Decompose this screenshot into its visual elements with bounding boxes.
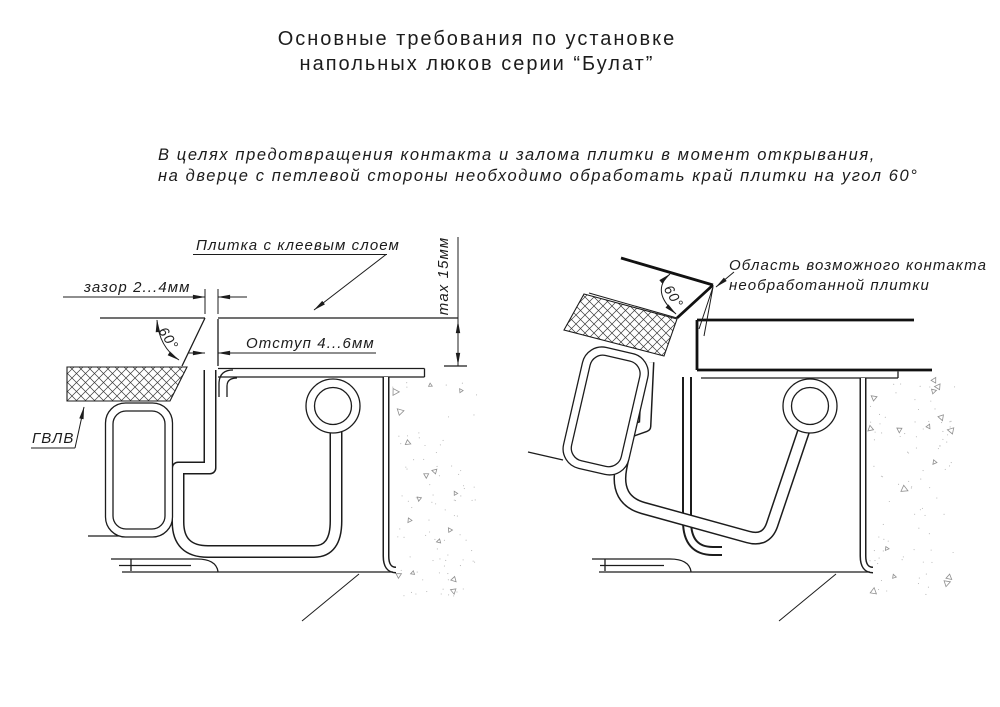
gvl-board-hatch-tilted	[564, 294, 677, 356]
door-pan-line-right	[528, 452, 563, 460]
concrete-hatch-left	[391, 382, 477, 596]
contact-label-line2: необработанной плитки	[729, 277, 930, 294]
sheet-header	[158, 28, 919, 185]
contact-leader	[716, 257, 987, 294]
bevel-angle-label-right: 60°	[660, 282, 687, 311]
frame-wall-right	[863, 378, 873, 570]
door-stiffener-tube	[106, 403, 173, 537]
offset-dimension	[188, 335, 376, 353]
bevel-angle-callout	[156, 320, 183, 360]
break-line-right	[779, 574, 836, 621]
gap-dimension	[63, 279, 247, 314]
gvl-board-hatch	[67, 367, 187, 401]
bevel-angle-label: 60°	[155, 323, 183, 353]
bevel-angle-callout-right	[661, 274, 687, 314]
note-line2: на дверце с петлевой стороны необходимо обработать край плитки на угол 60°	[158, 167, 919, 185]
concrete-hatch-right	[867, 377, 955, 595]
door-bottom	[111, 559, 218, 572]
tile-label: Плитка с клеевым слоем	[196, 237, 400, 254]
door-stiffener-tube-tilted	[559, 343, 652, 479]
offset-label: Отступ 4...6мм	[246, 335, 375, 352]
gap-label: зазор 2...4мм	[84, 279, 191, 296]
page-title-line1: Основные требования по установке	[277, 28, 677, 50]
note-line1: В целях предотвращения контакта и залома плитки в момент открывания,	[158, 146, 876, 164]
hinge-pivot	[306, 379, 360, 433]
max-height-label: max 15мм	[435, 236, 452, 316]
frame-wall	[386, 377, 396, 570]
hinge-arm-open	[620, 362, 804, 538]
tile-leader	[193, 237, 400, 310]
contact-label-line1: Область возможного контакта	[729, 257, 988, 274]
gvl-leader	[31, 407, 84, 448]
break-line	[302, 574, 359, 621]
closed-hatch-view	[31, 237, 477, 621]
door-bottom-right	[592, 559, 691, 572]
open-hatch-view	[528, 257, 987, 621]
max-height-dimension	[435, 237, 458, 366]
gvl-label: ГВЛВ	[32, 430, 75, 447]
page-title-line2: напольных люков серии “Булат”	[299, 53, 655, 75]
hinge-pivot-right	[783, 379, 837, 433]
